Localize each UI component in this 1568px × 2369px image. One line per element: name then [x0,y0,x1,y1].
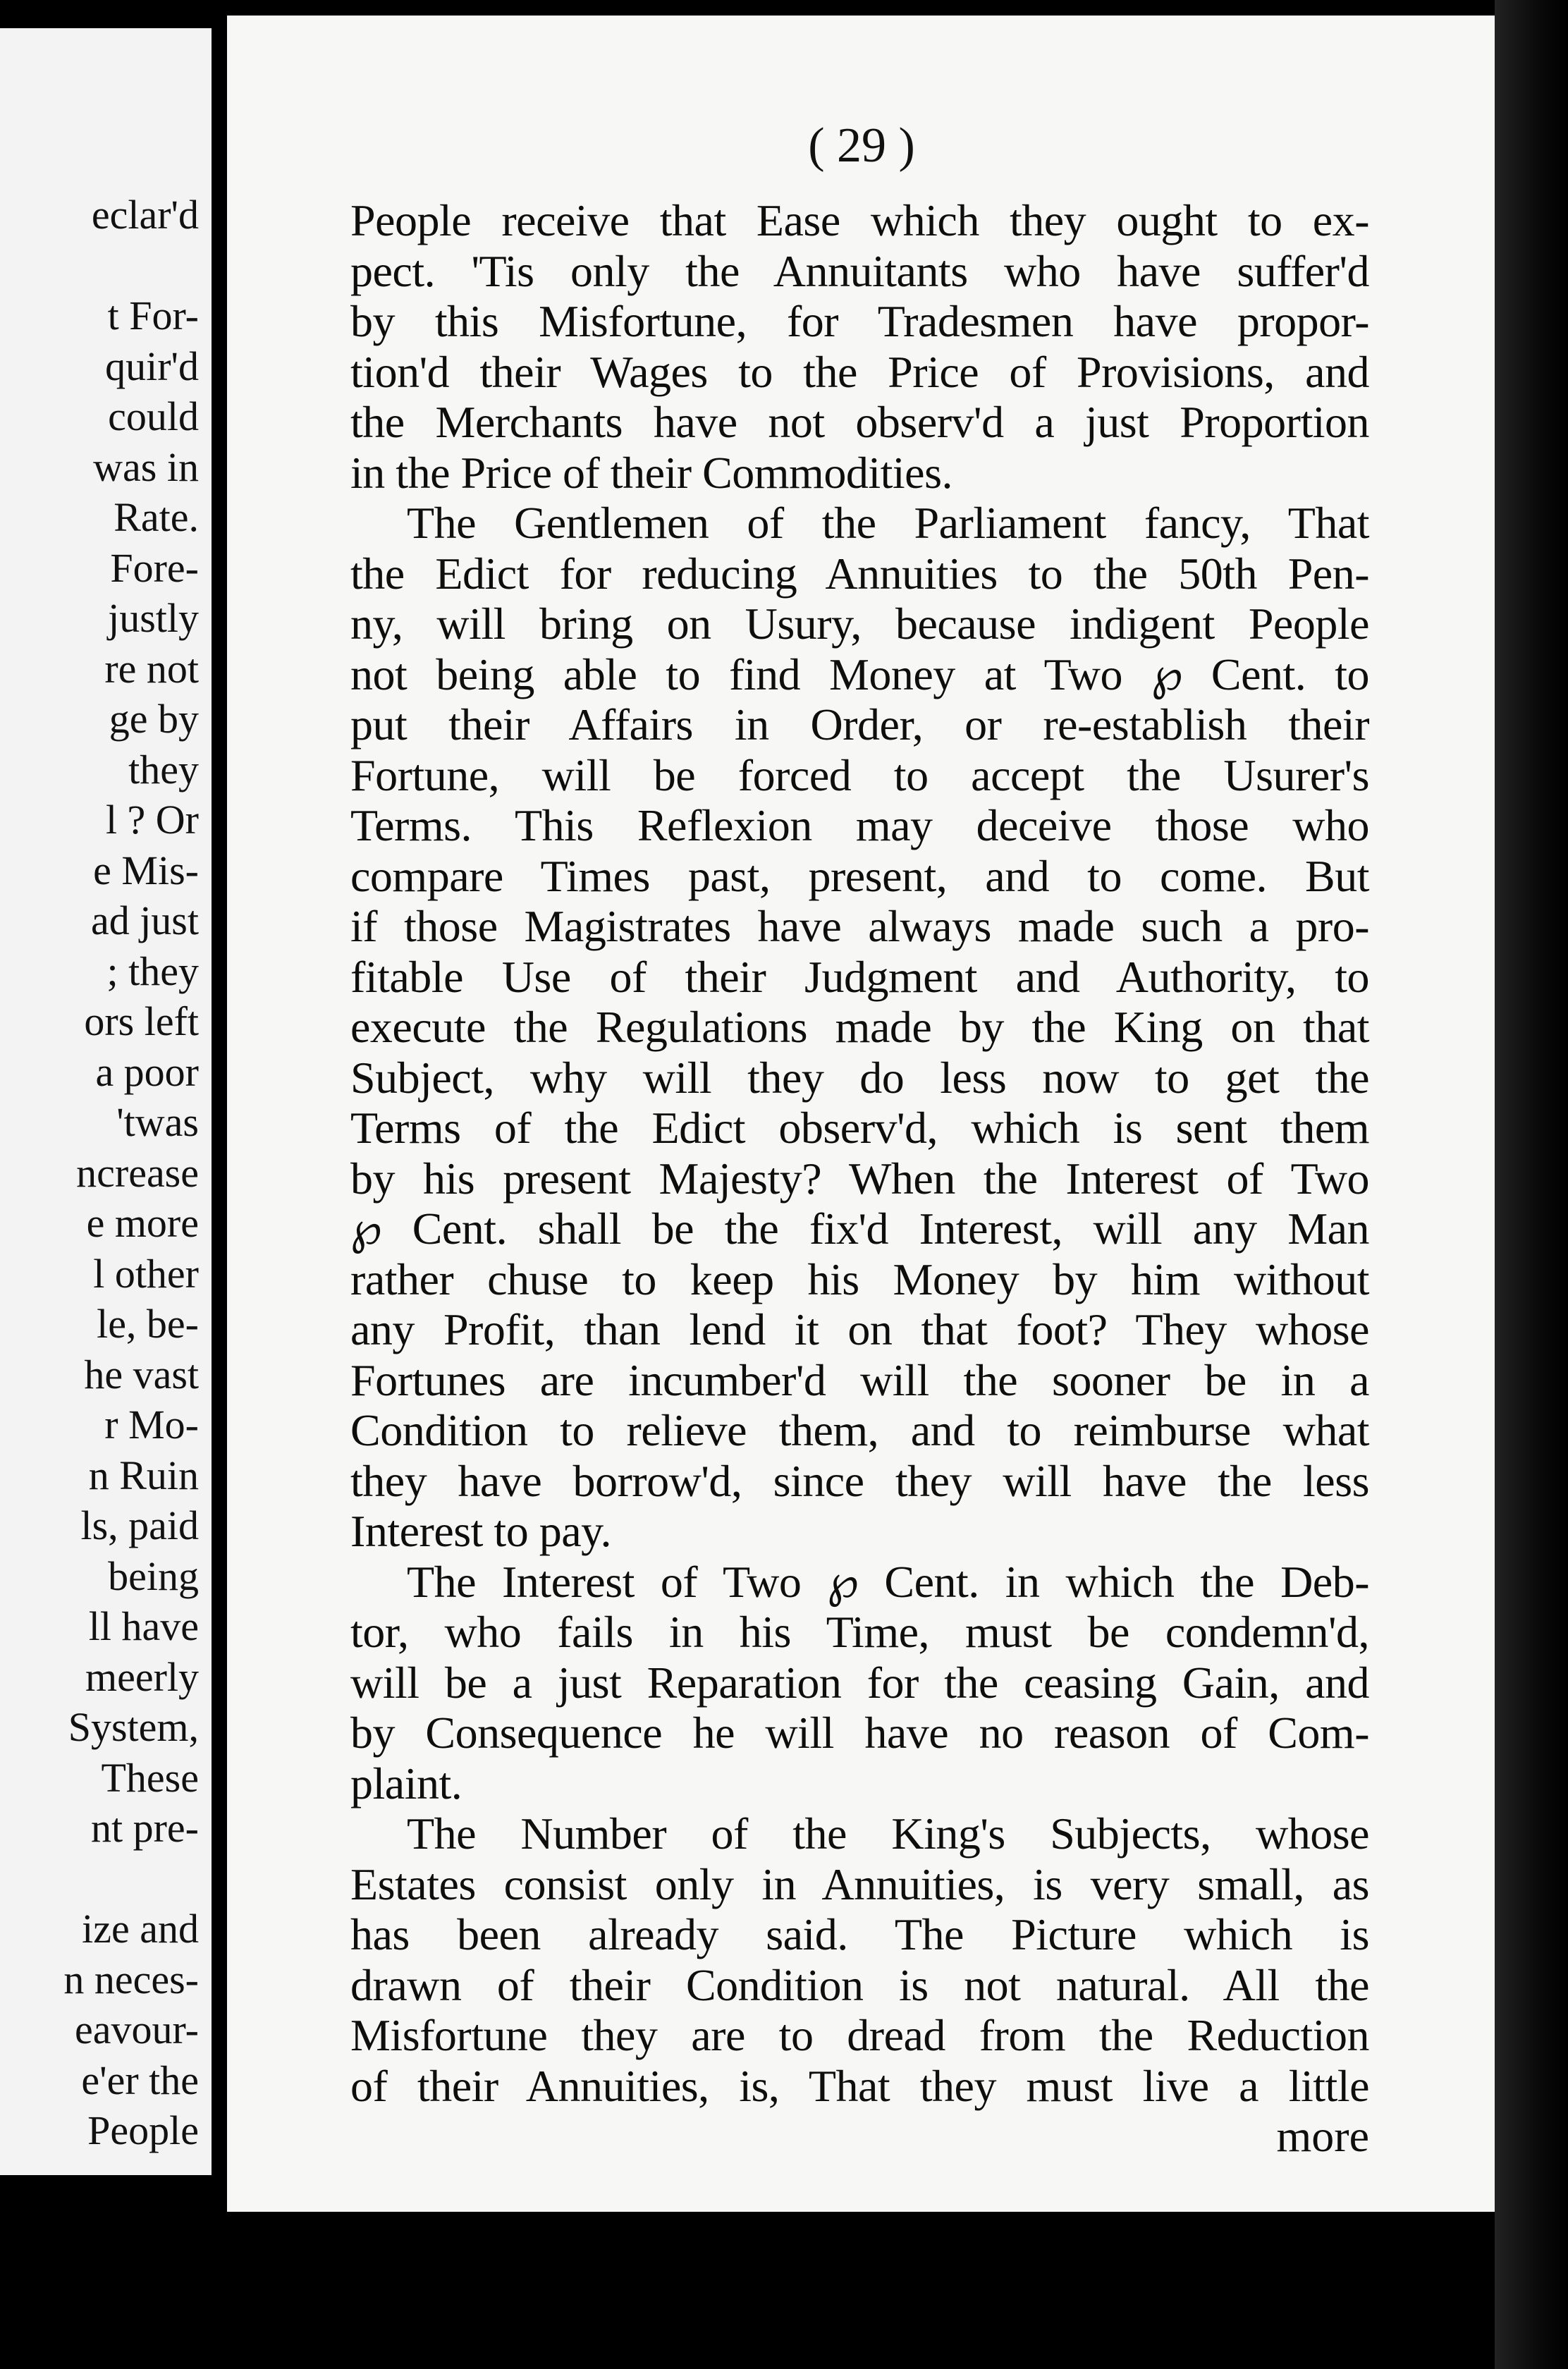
left-page-line: n neces- [63,1956,199,2002]
text-line: execute the Regulations made by the King on that [350,1002,1369,1052]
text-line: put their Affairs in Order, or re-establish their [350,699,1369,749]
text-line: has been already said. The Picture which is [350,1909,1369,1959]
left-page-line: These [101,1754,199,1801]
left-page-line: System, [68,1704,199,1750]
left-page-line: Fore- [110,544,199,591]
left-page-line: ad just [90,898,199,943]
text-line: tion'd their Wages to the Price of Provisions, and [350,346,1369,397]
text-line: fitable Use of their Judgment and Authority, to [350,951,1369,1002]
left-page-line: was in [93,443,199,490]
left-page-line: meerly [85,1653,199,1700]
text-line: they have borrow'd, since they will have the less [350,1455,1369,1506]
left-page-line: le, be- [97,1301,199,1347]
text-line: compare Times past, present, and to come. But [350,850,1369,901]
left-page-line: a poor [95,1048,199,1095]
left-page-line: justly [108,595,199,641]
left-page-line: he vast [84,1351,199,1397]
left-page-line: they [128,746,199,792]
text-line: any Profit, than lend it on that foot? They whose [350,1304,1369,1354]
left-page [0,28,212,2175]
text-line: if those Magistrates have always made such a pro- [350,901,1369,951]
text-line: drawn of their Condition is not natural. All the [350,1959,1369,2010]
left-page-line: quir'd [105,343,199,389]
text-line: the Edict for reducing Annuities to the 50th Pen- [350,548,1369,599]
left-page-line: e'er the [81,2057,199,2103]
text-line: of their Annuities, is, That they must live a little [350,2060,1369,2111]
text-line: Fortune, will be forced to accept the Usurer's [350,749,1369,800]
left-page-line: t For- [107,293,199,338]
catchword: more [1276,2111,1369,2161]
text-line: Terms of the Edict observ'd, which is sent them [350,1103,1369,1153]
text-line: Terms. This Reflexion may deceive those who [350,800,1369,850]
text-line: ℘ Cent. shall be the fix'd Interest, will any Man [350,1204,1369,1254]
left-page-line: re not [104,645,199,692]
text-line: by Consequence he will have no reason of Com- [350,1708,1369,1758]
left-page-line: nt pre- [91,1805,199,1851]
left-page-line: r Mo- [104,1402,199,1447]
text-line: ny, will bring on Usury, because indigent People [350,599,1369,649]
page-edge-shadow [1495,0,1568,2369]
text-line: not being able to find Money at Two ℘ Cent. to [350,649,1369,699]
page-number: ( 29 ) [808,118,915,173]
text-line: People receive that Ease which they ought to ex- [350,195,1369,245]
left-page-line: Rate. [114,494,199,540]
left-page-line: ncrease [76,1149,199,1196]
paragraph-start: The Gentlemen of the Parliament fancy, That [407,498,1369,548]
left-page-line: eclar'd [91,192,199,238]
text-line: will be a just Reparation for the ceasing Gain, and [350,1657,1369,1708]
left-page-line: l ? Or [105,797,199,843]
left-page-line: n Ruin [88,1452,199,1498]
paragraph-start: The Number of the King's Subjects, whose [407,1808,1369,1859]
left-page-line: e Mis- [93,847,199,893]
text-line: tor, who fails in his Time, must be condemn'd, [350,1607,1369,1657]
left-page-line: could [108,393,199,439]
left-page-line: ; they [106,948,199,994]
text-line: plaint. [350,1758,463,1808]
text-line: pect. 'Tis only the Annuitants who have suffer'd [350,245,1369,296]
left-page-line: l other [93,1250,199,1297]
paragraph-start: The Interest of Two ℘ Cent. in which the Deb- [407,1556,1369,1607]
text-line: rather chuse to keep his Money by him without [350,1254,1369,1304]
text-line: Subject, why will they do less now to get the [350,1052,1369,1103]
left-page-line: ors left [84,998,199,1044]
left-page-line: ll have [88,1603,199,1649]
body-text [350,195,1369,2162]
text-line: Interest to pay. [350,1506,611,1556]
text-line: Fortunes are incumber'd will the sooner be in a [350,1354,1369,1405]
text-line: Estates consist only in Annuities, is very small, as [350,1859,1369,1909]
left-page-line: ize and [82,1906,199,1952]
text-line: in the Price of their Commodities. [350,447,953,498]
text-line: Condition to relieve them, and to reimburse what [350,1405,1369,1455]
left-page-line: People [87,2107,199,2153]
right-page [227,16,1496,2212]
text-line: the Merchants have not observ'd a just Proportion [350,397,1369,447]
left-page-line: 'twas [116,1099,199,1145]
left-page-line: ls, paid [80,1502,199,1548]
text-line: by his present Majesty? When the Interest of Two [350,1153,1369,1204]
text-line: by this Misfortune, for Tradesmen have propor- [350,296,1369,346]
left-page-line: ge by [109,696,199,742]
left-page-line: e more [86,1200,199,1246]
text-line: Misfortune they are to dread from the Reduction [350,2010,1369,2060]
left-page-line: eavour- [75,2007,199,2052]
left-page-line: being [108,1553,199,1599]
